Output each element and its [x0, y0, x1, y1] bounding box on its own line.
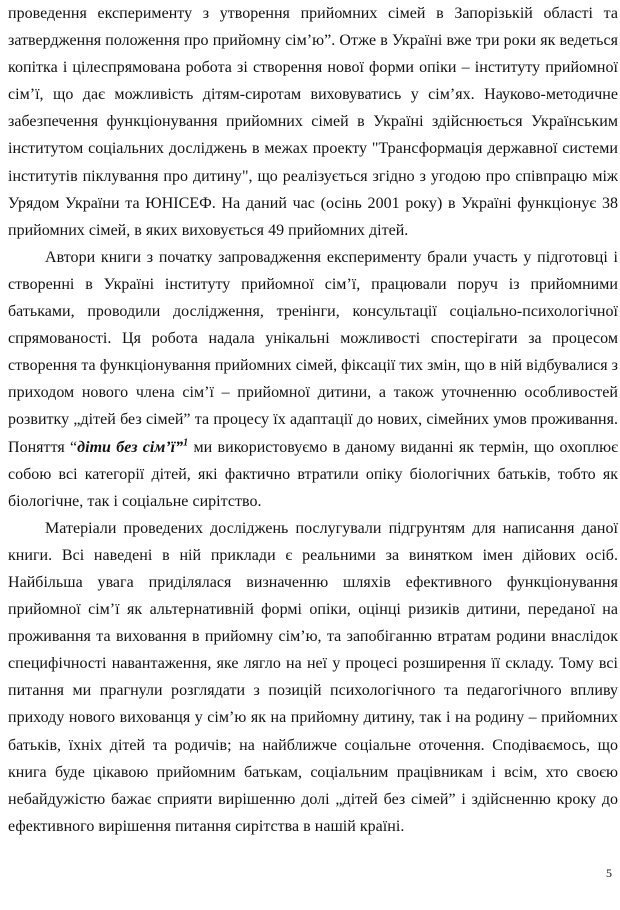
paragraph-materials: Матеріали проведених досліджень послугували підгрунтям для написання даної книги. Всі наведені в ній приклади є реальними за винятком імен дійових осіб. Найбільша увага приділялася визначенню шляхів ефективного функціонування прийомної сім’ї як альтернативній формі опіки, оцінці ризиків дитини, переданої на проживання та виховання в прийомну сім’ю, та запобіганню втратам родини внаслідок специфічності навантаження, яке лягло на неї у процесі розширення її складу. Тому всі питання ми прагнули розглядати з позицій психологічного та педагогічного впливу приходу нового вихованця у сім’ю як на прийомну дитину, так і на родину – прийомних батьків, їхніх дітей та родичів; на найближче соціальне оточення. Сподіваємось, що книга буде цікавою прийомним батькам, соціальним працівникам і всім, хто своєю небайдужістю бажає сприяти вирішенню долі „дітей без сімей” і здійсненню кроку до ефективного вирішення питання сирітства в нашій країні.: [8, 519, 618, 835]
page-number: 5: [606, 866, 612, 880]
term-children-without-families: діти без сім’ї”: [77, 438, 184, 456]
document-page: [8, 0, 618, 910]
paragraph-authors-text-after: ми використовуємо в даному виданні як термін, що охоплює собою всі категорії дітей, які фактично втратили опіку біологічних батьків, тобто як біологічне, так і соціальне сирітство.: [8, 438, 618, 510]
paragraph-authors-text-before: Автори книги з початку запровадження експерименту брали участь у підготовці і створенні в Україні інституту прийомної сім’ї, працювали поруч із прийомними батьками, проводили дослідження, тренінги, консультації соціально-психологічної спрямованості. Ця робота надала унікальні можливості спостерігати за процесом створення та функціонування прийомних сімей, фіксації тих змін, що в ній відбувалися з приходом нового члена сім’ї – прийомної дитини, а також уточненню особливостей розвитку „дітей без сімей” та процесу їх адаптації до нових, сімейних умов проживання. Поняття “: [8, 248, 618, 456]
paragraph-continuation: проведення експерименту з утворення прийомних сімей в Запорізькій області та затвердження положення про прийомну сім’ю”. Отже в Україні вже три роки як ведеться копітка і цілеспрямована робота зі створення нової форми опіки – інституту прийомної сім’ї, що дає можливість дітям-сиротам виховуватись у сім’ях. Науково-методичне забезпечення функціонування прийомних сімей в Україні здійснюється Українським інститутом соціальних досліджень в межах проекту "Трансформація державної системи інститутів піклування про дитину", що реалізується згідно з угодою про співпрацю між Урядом України та ЮНІСЕФ. На даний час (осінь 2001 року) в Україні функціонує 38 прийомних сімей, в яких виховується 49 прийомних дітей.: [8, 5, 618, 239]
body-text: [8, 0, 618, 840]
footnote-mark: 1: [183, 437, 189, 449]
paragraph-authors: [8, 244, 618, 515]
